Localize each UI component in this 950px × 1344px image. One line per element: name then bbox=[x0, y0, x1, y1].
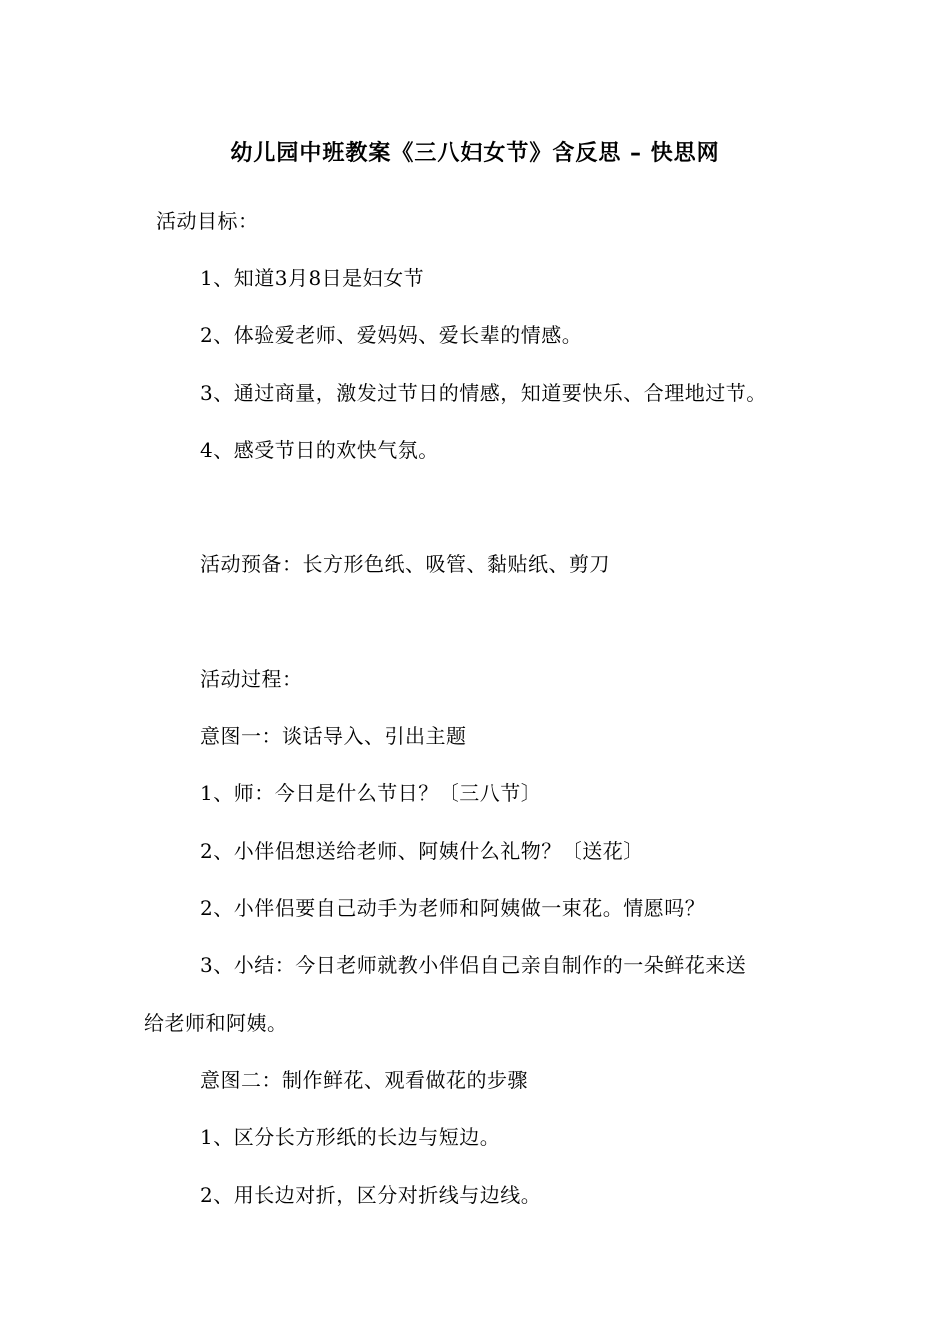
paragraph-line: 4、感受节日的欢快气氛。 bbox=[200, 438, 439, 462]
paragraph-line: 3、小结：今日老师就教小伴侣自己亲自制作的一朵鲜花来送 bbox=[200, 953, 747, 977]
section-heading-goals: 活动目标： bbox=[156, 209, 259, 233]
paragraph-line: 意图一：谈话导入、引出主题 bbox=[200, 724, 467, 748]
paragraph-line: 3、通过商量，激发过节日的情感，知道要快乐、合理地过节。 bbox=[200, 381, 767, 405]
paragraph-line: 1、知道3月8日是妇女节 bbox=[200, 266, 425, 290]
paragraph-line: 1、师：今日是什么节日？〔三八节〕 bbox=[200, 781, 542, 805]
paragraph-line: 给老师和阿姨。 bbox=[144, 1011, 288, 1035]
paragraph-line: 1、区分长方形纸的长边与短边。 bbox=[200, 1125, 501, 1149]
document-title: 幼儿园中班教案《三八妇女节》含反思 – 快思网 bbox=[230, 141, 720, 166]
paragraph-line: 意图二：制作鲜花、观看做花的步骤 bbox=[200, 1068, 528, 1092]
section-heading-preparation: 活动预备：长方形色纸、吸管、黏贴纸、剪刀 bbox=[200, 552, 610, 576]
paragraph-line: 2、小伴侣想送给老师、阿姨什么礼物？〔送花〕 bbox=[200, 839, 644, 863]
paragraph-line: 2、小伴侣要自己动手为老师和阿姨做一束花。情愿吗？ bbox=[200, 896, 706, 920]
paragraph-line: 2、用长边对折，区分对折线与边线。 bbox=[200, 1183, 542, 1207]
section-heading-process: 活动过程： bbox=[200, 667, 303, 691]
paragraph-line: 2、体验爱老师、爱妈妈、爱长辈的情感。 bbox=[200, 323, 583, 347]
